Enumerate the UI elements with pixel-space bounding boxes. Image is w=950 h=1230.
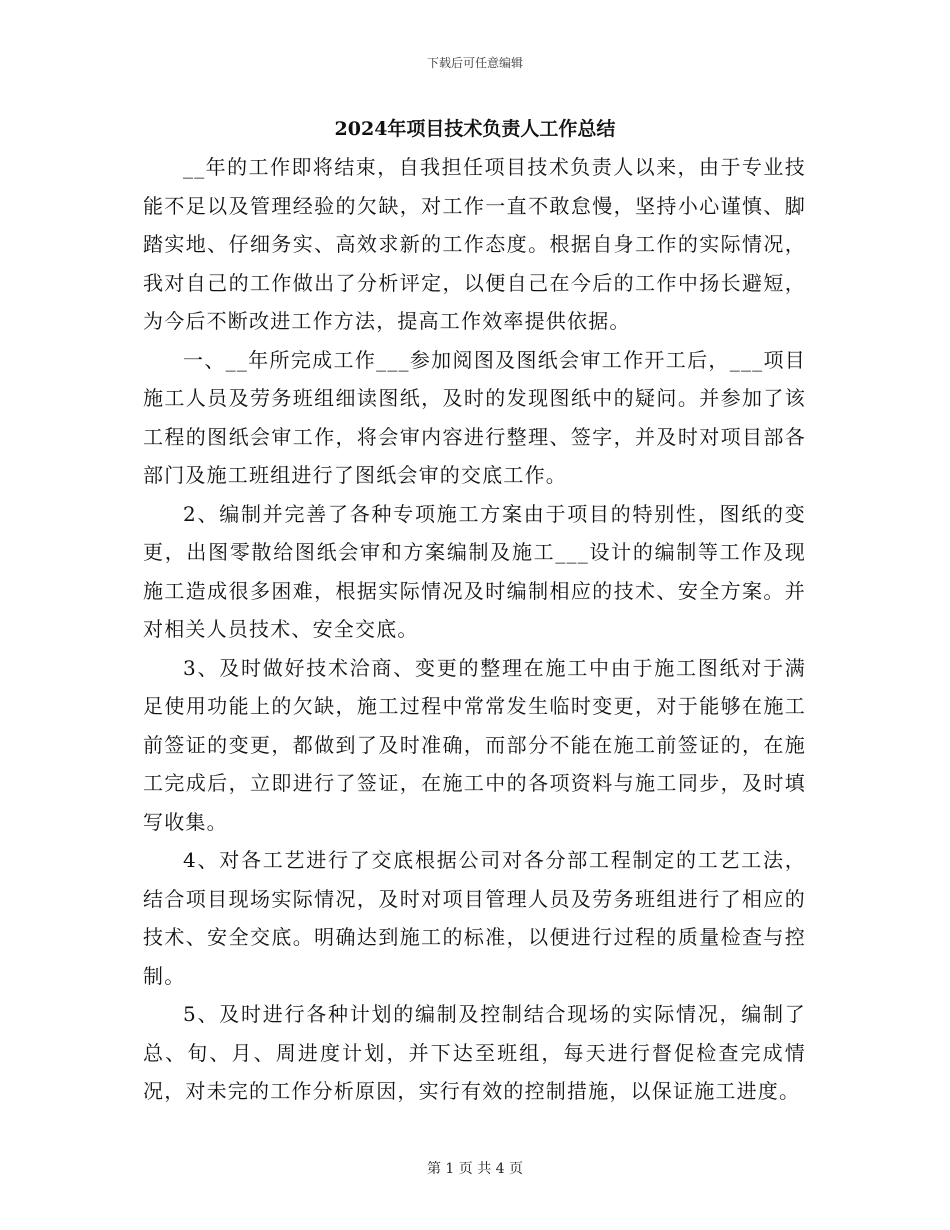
page-number-footer: 第 1 页 共 4 页 <box>426 1161 524 1177</box>
paragraph-1: 一、__年所完成工作___参加阅图及图纸会审工作开工后，___项目施工人员及劳务班组细读图纸，及时的发现图纸中的疑问。并参加了该工程的图纸会审工作，将会审内容进行整理、签字，并及时对项目部各部门及施工班组进行了图纸会审的交底工作。 <box>143 347 806 487</box>
paragraph-4: 4、对各工艺进行了交底根据公司对各分部工程制定的工艺工法，结合项目现场实际情况，及时对项目管理人员及劳务班组进行了相应的技术、安全交底。明确达到施工的标准，以便进行过程的质量检查与控制。 <box>143 848 806 988</box>
paragraph-5: 5、及时进行各种计划的编制及控制结合现场的实际情况，编制了总、旬、月、周进度计划，并下达至班组，每天进行督促检查完成情况，对未完的工作分析原因，实行有效的控制措施，以保证施工进度。 <box>143 1002 806 1103</box>
header-note: 下载后可任意编辑 <box>426 56 523 70</box>
document-title: 2024年项目技术负责人工作总结 <box>334 118 616 140</box>
paragraph-3: 3、及时做好技术洽商、变更的整理在施工中由于施工图纸对于满足使用功能上的欠缺，施工过程中常常发生临时变更，对于能够在施工前签证的变更，都做到了及时准确，而部分不能在施工前签证的，在施工完成后，立即进行了签证，在施工中的各项资料与施工同步，及时填写收集。 <box>143 655 806 834</box>
paragraph-2: 2、编制并完善了各种专项施工方案由于项目的特别性，图纸的变更，出图零散给图纸会审和方案编制及施工___设计的编制等工作及现施工造成很多困难，根据实际情况及时编制相应的技术、安全方案。并对相关人员技术、安全交底。 <box>143 501 806 641</box>
document-body <box>143 148 806 1111</box>
paragraph-intro: __年的工作即将结束，自我担任项目技术负责人以来，由于专业技能不足以及管理经验的欠缺，对工作一直不敢怠慢，坚持小心谨慎、脚踏实地、仔细务实、高效求新的工作态度。根据自身工作的实际情况，我对自己的工作做出了分析评定，以便自己在今后的工作中扬长避短，为今后不断改进工作方法，提高工作效率提供依据。 <box>143 155 806 333</box>
